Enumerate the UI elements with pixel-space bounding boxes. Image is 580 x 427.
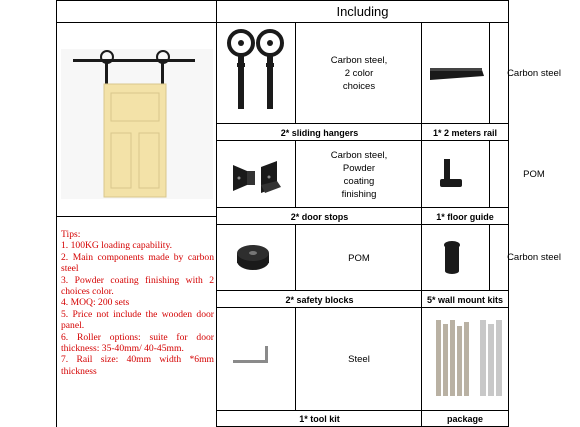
- item-description: Carbon steel: [507, 252, 561, 263]
- item-description: Carbon steel, 2 color choices: [295, 22, 422, 124]
- item-caption: 1* 2 meters rail: [421, 123, 509, 141]
- wall-mount-kit-image-cell: [421, 224, 490, 291]
- tip-line: 4. MOQ: 200 sets: [61, 297, 130, 309]
- safety-block-icon: [217, 225, 297, 292]
- barn-door-photo: [57, 23, 218, 218]
- sliding-hanger-icon: [217, 23, 297, 125]
- product-table: [56, 0, 509, 427]
- allen-key-icon: [217, 308, 297, 412]
- tip-line: 1. 100KG loading capability.: [61, 240, 173, 252]
- item-description: POM: [523, 168, 545, 180]
- floor-guide-image-cell: [421, 140, 490, 208]
- rail-image-cell: [421, 22, 490, 124]
- barn-door-photo-cell: [56, 22, 217, 217]
- package-boards-icon: [422, 308, 510, 412]
- item-description: POM: [295, 224, 422, 291]
- item-description: Carbon steel: [507, 67, 561, 79]
- package-image-cell: [421, 307, 509, 411]
- door-stop-icon: [217, 141, 297, 209]
- tip-line: 5. Price not include the wooden door panel.: [61, 308, 214, 332]
- tip-line: 3. Powder coating finishing with 2 choices color.: [61, 274, 214, 298]
- item-caption: 2* door stops: [216, 207, 422, 225]
- item-caption: 2* sliding hangers: [216, 123, 422, 141]
- tips-title: Tips:: [61, 229, 81, 240]
- including-header: Including: [216, 0, 509, 23]
- item-caption: package: [421, 410, 509, 427]
- safety-block-image-cell: [216, 224, 296, 291]
- tip-line: 6. Roller options: suite for door thickness: 35-40mm/ 40-45mm.: [61, 331, 214, 355]
- tip-line: 2. Main components made by carbon steel: [61, 251, 214, 275]
- tool-kit-image-cell: [216, 307, 296, 411]
- tip-line: 7. Rail size: 40mm width *6mm thickness: [61, 354, 214, 377]
- floor-guide-icon: [422, 141, 491, 209]
- item-caption: 1* floor guide: [421, 207, 509, 225]
- item-description: Carbon steel, Powder coating finishing: [295, 140, 422, 208]
- rail-icon: [422, 23, 491, 125]
- item-caption: 5* wall mount kits: [421, 290, 509, 308]
- door-stop-image-cell: [216, 140, 296, 208]
- item-caption: 2* safety blocks: [216, 290, 422, 308]
- item-description: Steel: [295, 307, 422, 411]
- tips-panel: [56, 216, 217, 427]
- sliding-hanger-image-cell: [216, 22, 296, 124]
- item-caption: 1* tool kit: [216, 410, 422, 427]
- wall-mount-kit-icon: [422, 225, 491, 292]
